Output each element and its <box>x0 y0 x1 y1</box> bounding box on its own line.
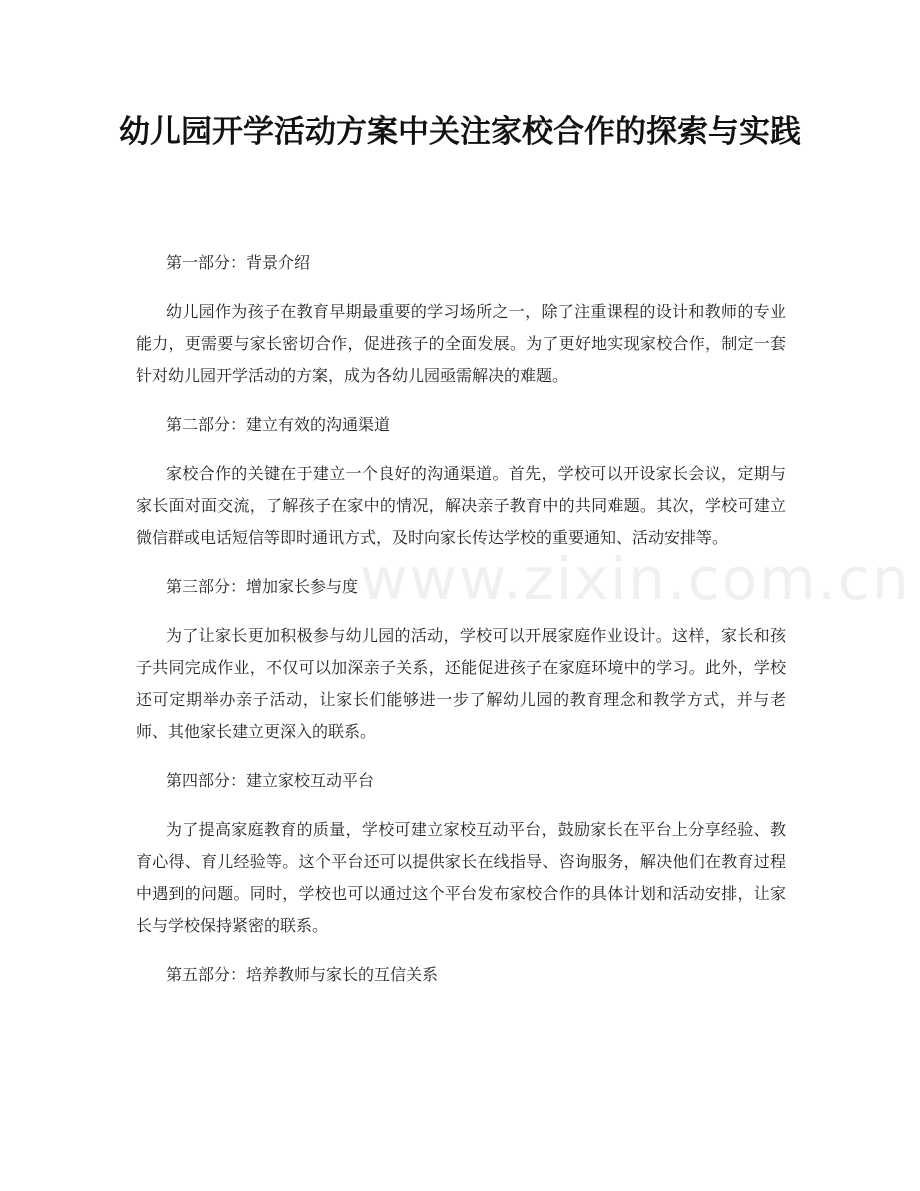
section-heading-3: 第三部分：增加家长参与度 <box>166 577 359 596</box>
watermark: www.zixin.com.cn <box>360 545 911 613</box>
section-paragraph-1: 幼儿园作为孩子在教育早期最重要的学习场所之一，除了注重课程的设计和教师的专业能力，更需要与家长密切合作，促进孩子的全面发展。为了更好地实现家校合作，制定一套针对幼儿园开学活动的方案，成为各幼儿园亟需解决的难题。 <box>136 302 786 385</box>
section-paragraph-2: 家校合作的关键在于建立一个良好的沟通渠道。首先，学校可以开设家长会议，定期与家长面对面交流，了解孩子在家中的情况，解决亲子教育中的共同难题。其次，学校可建立微信群或电话短信等即时通讯方式，及时向家长传达学校的重要通知、活动安排等。 <box>136 464 786 547</box>
document-body <box>136 246 786 1008</box>
section-heading-5: 第五部分：培养教师与家长的互信关系 <box>166 965 439 984</box>
section-paragraph-4: 为了提高家庭教育的质量，学校可建立家校互动平台，鼓励家长在平台上分享经验、教育心得、育儿经验等。这个平台还可以提供家长在线指导、咨询服务，解决他们在教育过程中遇到的问题。同时，学校也可以通过这个平台发布家校合作的具体计划和活动安排，让家长与学校保持紧密的联系。 <box>136 820 786 935</box>
section-heading-1: 第一部分：背景介绍 <box>166 253 311 272</box>
section-heading-4: 第四部分：建立家校互动平台 <box>166 771 375 790</box>
document-title: 幼儿园开学活动方案中关注家校合作的探索与实践 <box>119 114 801 150</box>
section-heading-2: 第二部分：建立有效的沟通渠道 <box>166 415 391 434</box>
section-paragraph-3: 为了让家长更加积极参与幼儿园的活动，学校可以开展家庭作业设计。这样，家长和孩子共同完成作业，不仅可以加深亲子关系，还能促进孩子在家庭环境中的学习。此外，学校还可定期举办亲子活动，让家长们能够进一步了解幼儿园的教育理念和教学方式，并与老师、其他家长建立更深入的联系。 <box>136 626 786 741</box>
